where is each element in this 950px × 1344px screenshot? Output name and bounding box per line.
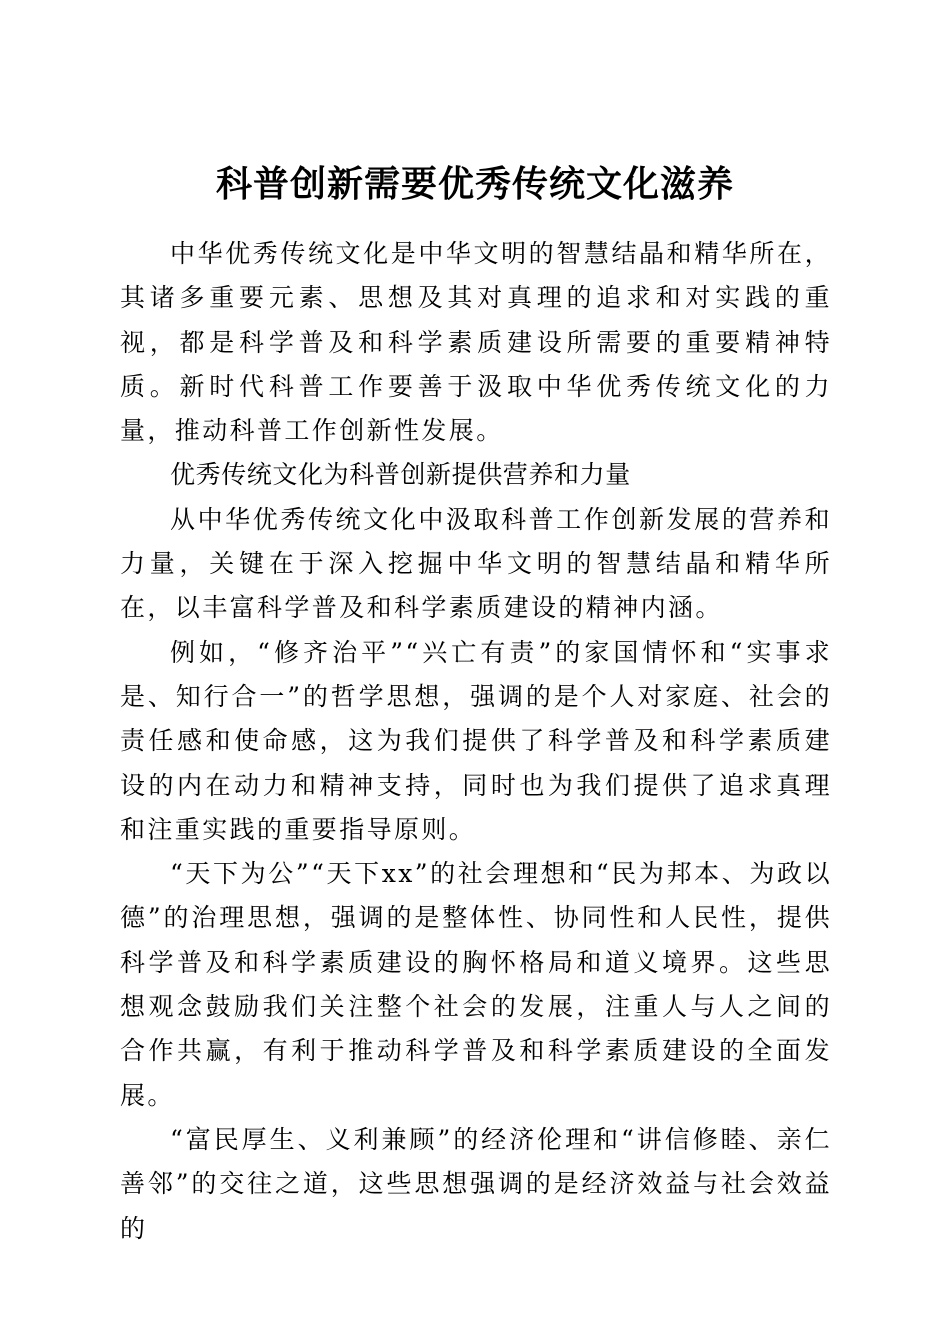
paragraph-family-philosophy: 例如，“修齐治平”“兴亡有责”的家国情怀和“实事求是、知行合一”的哲学思想，强调的是个人对家庭、社会的责任感和使命感，这为我们提供了科学普及和科学素质建设的内在动力和精神支持，同时也为我们提供了追求真理和注重实践的重要指导原则。 (120, 637, 832, 844)
document-title: 科普创新需要优秀传统文化滋养 (215, 163, 734, 206)
section-subheading: 优秀传统文化为科普创新提供营养和力量 (170, 460, 631, 490)
paragraph-social-ideal: “天下为公”“天下xx”的社会理想和“民为邦本、为政以德”的治理思想，强调的是整体性、协同性和人民性，提供科学普及和科学素质建设的胸怀格局和道义境界。这些思想观念鼓励我们关注整个社会的发展，注重人与人之间的合作共赢，有利于推动科学普及和科学素质建设的全面发展。 (120, 859, 832, 1110)
paragraph-economic-ethics: “富民厚生、义利兼顾”的经济伦理和“讲信修睦、亲仁善邻”的交往之道，这些思想强调的是经济效益与社会效益的 (120, 1124, 832, 1243)
document-body (120, 232, 832, 1251)
paragraph-intro: 中华优秀传统文化是中华文明的智慧结晶和精华所在，其诸多重要元素、思想及其对真理的追求和对实践的重视，都是科学普及和科学素质建设所需要的重要精神特质。新时代科普工作要善于汲取中华优秀传统文化的力量，推动科普工作创新性发展。 (120, 239, 832, 446)
paragraph-nourishment: 从中华优秀传统文化中汲取科普工作创新发展的营养和力量，关键在于深入挖掘中华文明的智慧结晶和精华所在，以丰富科学普及和科学素质建设的精神内涵。 (120, 504, 832, 623)
